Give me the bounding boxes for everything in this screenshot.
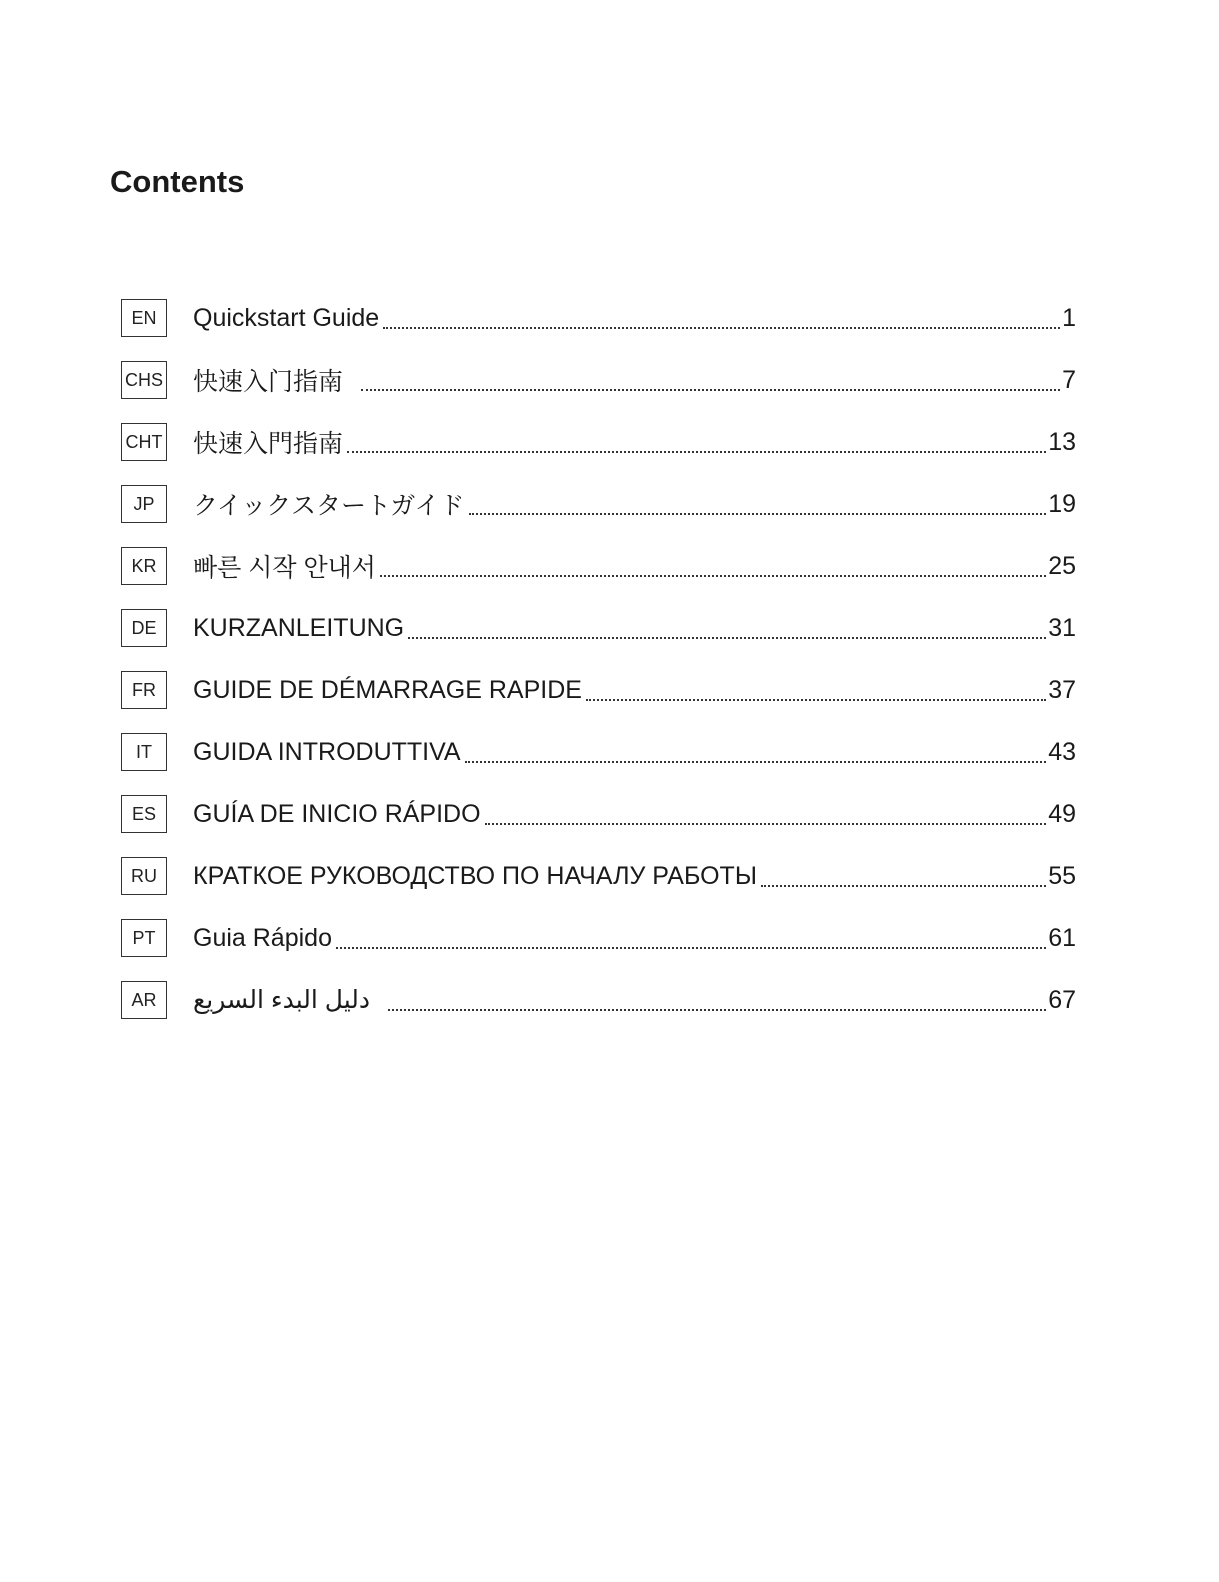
language-code-badge: DE — [121, 609, 167, 647]
language-code-badge: KR — [121, 547, 167, 585]
page-number: 19 — [1048, 489, 1076, 518]
dot-leader — [469, 513, 1047, 515]
language-code-badge: AR — [121, 981, 167, 1019]
entry-title: Quickstart Guide — [193, 303, 380, 332]
language-code-badge: FR — [121, 671, 167, 709]
toc-entry-kr[interactable] — [121, 546, 1076, 586]
page-number: 31 — [1048, 613, 1076, 642]
language-code-badge: EN — [121, 299, 167, 337]
page-number: 7 — [1062, 365, 1076, 394]
dot-leader — [408, 637, 1046, 639]
page-number: 67 — [1048, 985, 1076, 1014]
toc-entry-jp[interactable] — [121, 484, 1076, 524]
page-number: 25 — [1048, 551, 1076, 580]
toc-entry-ru[interactable] — [121, 856, 1076, 896]
page-number: 43 — [1048, 737, 1076, 766]
toc-entry-chs[interactable] — [121, 360, 1076, 400]
dot-leader — [586, 699, 1046, 701]
entry-title: Guia Rápido — [193, 923, 332, 952]
entry-title: クイックスタートガイド — [193, 492, 465, 520]
language-code-badge: IT — [121, 733, 167, 771]
toc-entry-en[interactable] — [121, 298, 1076, 338]
entry-title: دليل البدء السريع — [193, 986, 371, 1014]
entry-title: KURZANLEITUNG — [193, 613, 405, 642]
entry-title: GUIDE DE DÉMARRAGE RAPIDE — [193, 675, 582, 704]
entry-title: КРАТКОЕ РУКОВОДСТВО ПО НАЧАЛУ РАБОТЫ — [193, 861, 757, 890]
dot-leader — [465, 761, 1047, 763]
language-code-badge: CHT — [121, 423, 167, 461]
dot-leader — [383, 327, 1060, 329]
page-number: 13 — [1048, 427, 1076, 456]
language-code-badge: CHS — [121, 361, 167, 399]
dot-leader — [380, 575, 1046, 577]
toc-entry-de[interactable] — [121, 608, 1076, 648]
page-number: 55 — [1048, 861, 1076, 890]
entry-title: 빠른 시작 안내서 — [193, 554, 376, 582]
toc-entry-cht[interactable] — [121, 422, 1076, 462]
entry-title: 快速入門指南 — [193, 430, 344, 458]
entry-title: 快速入门指南 — [193, 368, 344, 396]
dot-leader — [336, 947, 1046, 949]
language-code-badge: ES — [121, 795, 167, 833]
dot-leader — [485, 823, 1047, 825]
toc-entry-ar[interactable] — [121, 980, 1076, 1020]
page-number: 1 — [1062, 303, 1076, 332]
toc-entry-fr[interactable] — [121, 670, 1076, 710]
page-number: 37 — [1048, 675, 1076, 704]
page-number: 61 — [1048, 923, 1076, 952]
entry-title: GUÍA DE INICIO RÁPIDO — [193, 799, 481, 828]
page-number: 49 — [1048, 799, 1076, 828]
language-code-badge: JP — [121, 485, 167, 523]
toc-entry-it[interactable] — [121, 732, 1076, 772]
dot-leader — [388, 1009, 1046, 1011]
language-code-badge: RU — [121, 857, 167, 895]
dot-leader — [761, 885, 1046, 887]
table-of-contents — [121, 298, 1076, 1020]
page-title: Contents — [110, 164, 245, 199]
entry-title: GUIDA INTRODUTTIVA — [193, 737, 461, 766]
toc-entry-pt[interactable] — [121, 918, 1076, 958]
dot-leader — [347, 451, 1046, 453]
dot-leader — [361, 389, 1060, 391]
language-code-badge: PT — [121, 919, 167, 957]
toc-entry-es[interactable] — [121, 794, 1076, 834]
